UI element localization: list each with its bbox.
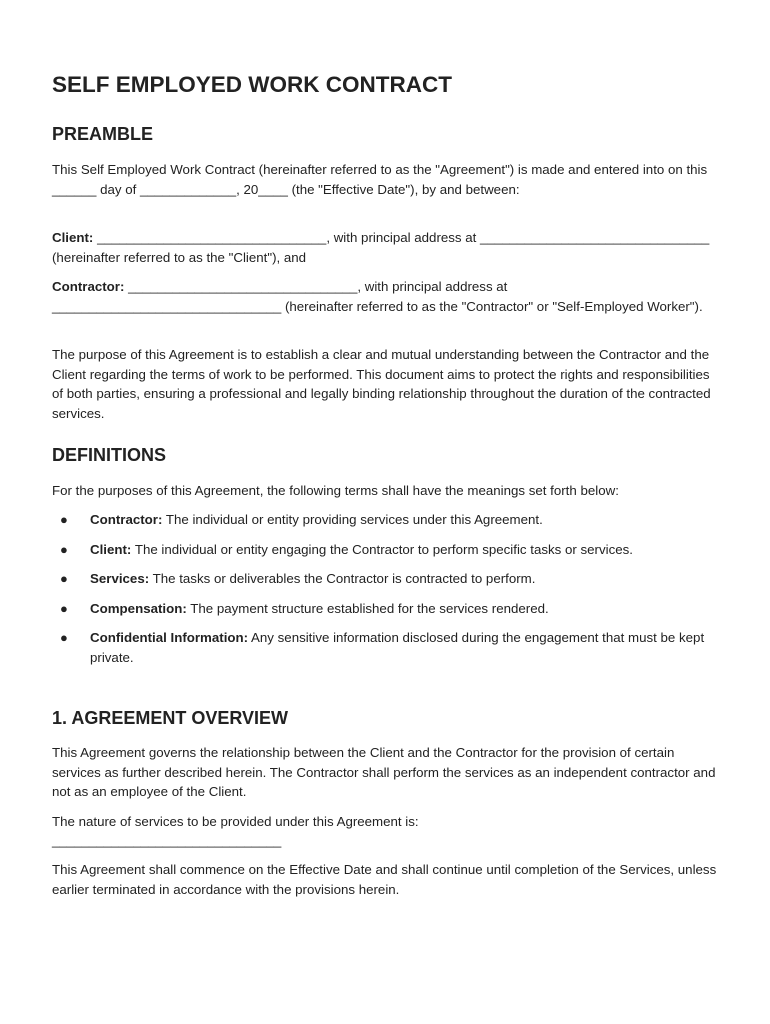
definition-term: Client: [90, 541, 132, 557]
list-item [52, 510, 722, 530]
list-item [52, 569, 722, 589]
definitions-intro: For the purposes of this Agreement, the following terms shall have the meanings set forth below: [52, 483, 619, 498]
client-label: Client: [52, 230, 94, 245]
bullet-icon: ● [60, 600, 68, 616]
preamble-heading: PREAMBLE [52, 124, 154, 144]
definition-text: Any sensitive information disclosed during the engagement that must be kept private. [90, 630, 705, 665]
overview-paragraph-3: This Agreement shall commence on the Effective Date and shall continue until completion of the Services, unless earlier terminated in accordance with the provisions herein. [52, 862, 717, 897]
definition-text: The individual or entity providing services under this Agreement. [162, 512, 543, 527]
bullet-icon: ● [60, 571, 68, 586]
definition-term: Services: [90, 571, 150, 586]
bullet-icon: ● [60, 630, 68, 645]
definitions-list [52, 510, 722, 677]
overview-paragraph-2: The nature of services to be provided under this Agreement is: [52, 814, 419, 829]
purpose-paragraph: The purpose of this Agreement is to establish a clear and mutual understanding between the Contractor and the Client regarding the terms of work to be performed. This document aims to protect the rights and responsibilities of both parties, ensuring a professional and legally binding relationship throughout the duration of the contracted services. [52, 347, 711, 421]
preamble-intro: This Self Employed Work Contract (hereinafter referred to as the "Agreement") is made and entered into on this ______ day of _____________, 20____ (the "Effective Date"), by and between: [52, 162, 708, 197]
contractor-label: Contractor: [52, 279, 125, 294]
overview-paragraph-1: This Agreement governs the relationship between the Client and the Contractor for the provision of certain services as further described herein. The Contractor shall perform the services as an independent contractor and not as an employee of the Client. [52, 745, 716, 799]
list-item [52, 599, 722, 619]
definition-text: The tasks or deliverables the Contractor is contracted to perform. [149, 571, 536, 586]
contractor-clause [52, 277, 722, 316]
services-blank-line: _______________________________ [52, 833, 282, 848]
definition-term: Compensation: [90, 600, 187, 616]
bullet-icon: ● [60, 512, 68, 527]
client-text: _______________________________, with principal address at _______________________________ (hereinafter referred to as the "Client"), and [52, 230, 710, 265]
document-title: SELF EMPLOYED WORK CONTRACT [52, 72, 452, 97]
overview-heading: 1. AGREEMENT OVERVIEW [52, 708, 289, 728]
contractor-text: _______________________________, with principal address at _______________________________ (hereinafter referred to as the "Contractor" or "Self-Employed Worker"). [52, 279, 703, 314]
client-clause [52, 228, 722, 267]
list-item [52, 628, 722, 667]
bullet-icon: ● [60, 541, 68, 557]
definitions-heading: DEFINITIONS [52, 445, 167, 465]
definition-text: The payment structure established for the services rendered. [186, 600, 549, 616]
list-item [52, 540, 722, 560]
definition-term: Contractor: [90, 512, 163, 527]
definition-term: Confidential Information: [90, 630, 249, 645]
definition-text: The individual or entity engaging the Contractor to perform specific tasks or services. [131, 541, 633, 557]
